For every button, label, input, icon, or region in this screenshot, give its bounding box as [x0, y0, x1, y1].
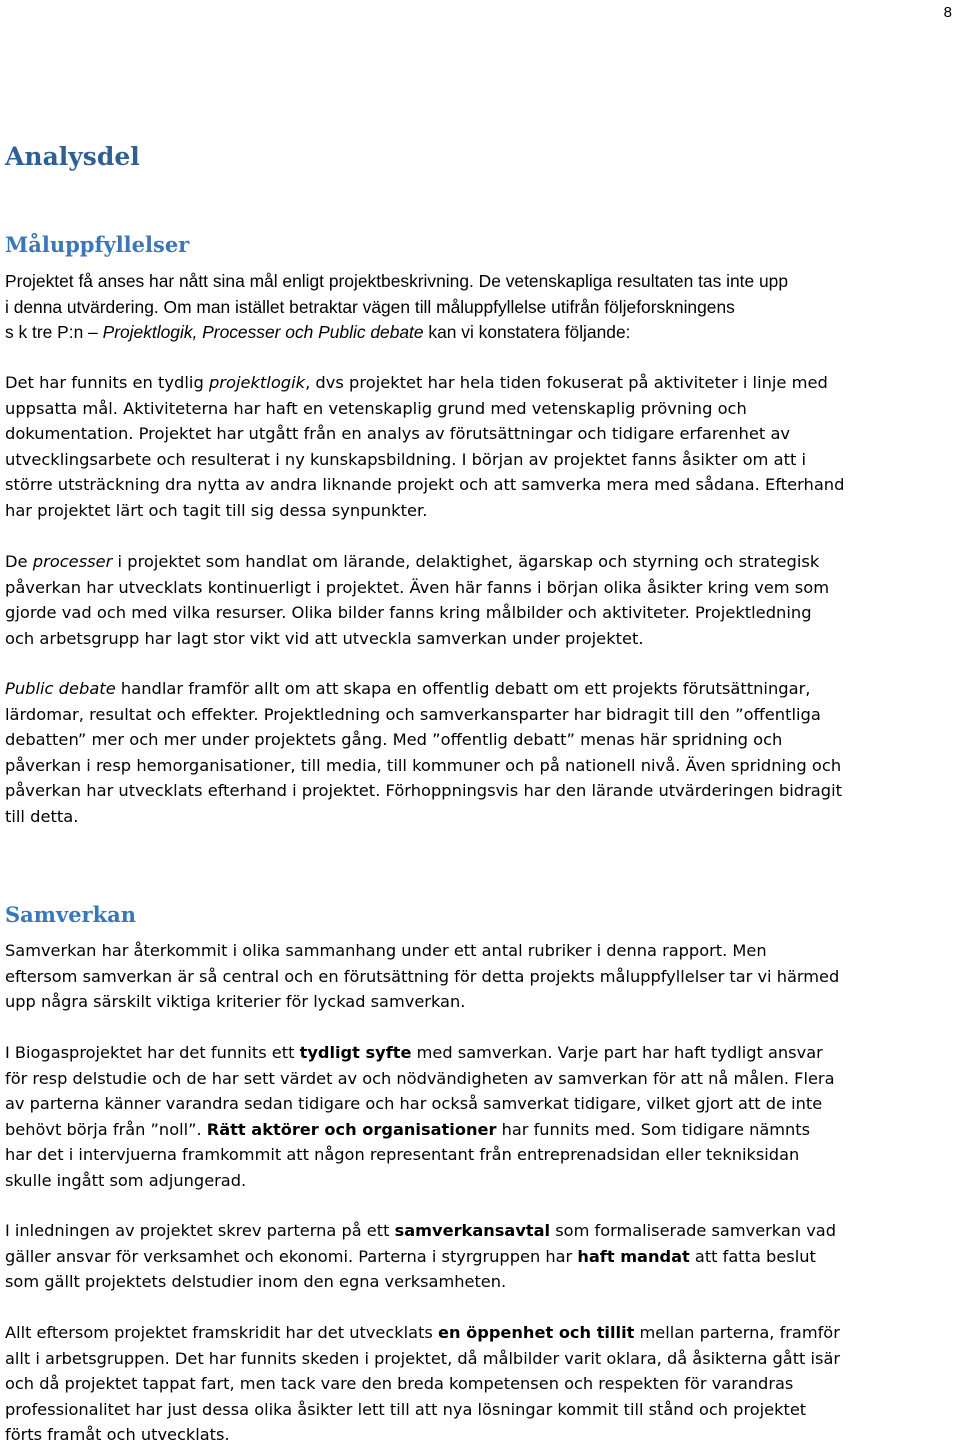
- heading-maluppfyllelser: Måluppfyllelser: [5, 232, 190, 257]
- bold-term: en öppenhet och tillit: [438, 1323, 635, 1342]
- text-line: förts framåt och utvecklats.: [5, 1425, 230, 1444]
- paragraph-samverkan-intro: [5, 938, 955, 1015]
- text-line: dokumentation. Projektet har utgått från en analys av förutsättningar och tidigare erfarenhet av: [5, 424, 791, 443]
- text-line: i denna utvärdering. Om man istället betraktar vägen till måluppfyllelse utifrån följeforskningens: [5, 296, 735, 317]
- text-span: kan vi konstatera följande:: [423, 322, 631, 342]
- text-line: Samverkan har återkommit i olika sammanhang under ett antal rubriker i denna rapport. Men: [5, 941, 767, 960]
- text-line: [5, 1320, 955, 1346]
- page-number: 8: [943, 4, 952, 21]
- text-span: s k tre P:n –: [5, 322, 103, 342]
- text-line: [5, 549, 955, 575]
- bold-term: haft mandat: [577, 1246, 690, 1266]
- text-span: har funnits med. Som tidigare nämnts: [496, 1119, 811, 1139]
- text-line: [5, 1244, 955, 1270]
- paragraph-processer: [5, 549, 955, 651]
- text-line: utvecklingsarbete och resulterat i ny kunskapsbildning. I början av projektet fanns åsikter om att i: [5, 449, 807, 469]
- italic-term: processer: [32, 552, 113, 571]
- paragraph-oppenhet: [5, 1320, 955, 1448]
- text-line: [5, 370, 955, 396]
- text-line: lärdomar, resultat och effekter. Projektledning och samverkansparter har bidragit till den ”offentliga: [5, 704, 821, 724]
- text-line: har det i intervjuerna framkommit att någon representant från entreprenadsidan eller tekniksidan: [5, 1145, 800, 1164]
- text-span: mellan parterna, framför: [634, 1323, 840, 1342]
- text-line: debatten” mer och mer under projektets gång. Med ”offentlig debatt” menas här spridning och: [5, 730, 783, 749]
- text-span: Det har funnits en tydlig: [5, 373, 209, 392]
- text-line: gjorde vad och med vilka resurser. Olika bilder fanns kring målbilder och aktiviteter. Projektledning: [5, 603, 812, 622]
- text-span: , dvs projektet har hela tiden fokuserat på aktiviteter i linje med: [305, 373, 828, 392]
- text-line: och då projektet tappat fart, men tack vare den breda kompetensen och respekten för varandras: [5, 1374, 794, 1393]
- text-span: handlar framför allt om att skapa en offentlig debatt om ett projekts förutsättningar,: [115, 679, 811, 698]
- text-span: med samverkan. Varje part har haft tydligt ansvar: [411, 1043, 823, 1062]
- text-line: påverkan har utvecklats efterhand i projektet. Förhoppningsvis har den lärande utvärderingen bidragit: [5, 781, 843, 800]
- text-line: till detta.: [5, 806, 79, 826]
- paragraph-intro: [5, 269, 955, 346]
- text-line: eftersom samverkan är så central och en förutsättning för detta projekts måluppfyllelser tar vi härmed: [5, 966, 840, 986]
- paragraph-biogasprojektet: [5, 1040, 955, 1193]
- text-line: [5, 1218, 955, 1244]
- text-line: större utsträckning dra nytta av andra liknande projekt och att samverka mera med sådana. Efterhand: [5, 475, 845, 494]
- text-span: att fatta beslut: [689, 1246, 816, 1266]
- text-line: allt i arbetsgruppen. Det har funnits skeden i projektet, då målbilder varit oklara, då åsikterna gått isär: [5, 1348, 841, 1368]
- italic-term: Public debate: [5, 679, 116, 698]
- text-line: Projektet få anses har nått sina mål enligt projektbeskrivning. De vetenskapliga resultaten tas inte upp: [5, 271, 789, 291]
- text-line: och arbetsgrupp har lagt stor vikt vid att utveckla samverkan under projektet.: [5, 628, 644, 648]
- bold-term: tydligt syfte: [299, 1043, 412, 1062]
- text-span: I Biogasprojektet har det funnits ett: [5, 1043, 300, 1062]
- text-line: påverkan har utvecklats kontinuerligt i projektet. Även här fanns i början olika åsikter kring vem som: [5, 577, 830, 597]
- text-line: [5, 676, 955, 702]
- section-title: Analysdel: [5, 142, 140, 171]
- text-line: [5, 320, 955, 346]
- text-line: uppsatta mål. Aktiviteterna har haft en vetenskaplig grund med vetenskaplig prövning och: [5, 398, 747, 418]
- text-line: skulle ingått som adjungerad.: [5, 1170, 247, 1190]
- bold-term: Rätt aktörer och organisationer: [206, 1119, 497, 1139]
- text-span: som formaliserade samverkan vad: [550, 1221, 836, 1240]
- heading-samverkan: Samverkan: [5, 902, 137, 927]
- text-line: professionalitet har just dessa olika åsikter lett till att nya lösningar kommit till stånd och projektet: [5, 1399, 807, 1419]
- text-line: [5, 1117, 955, 1143]
- text-span: Allt eftersom projektet framskridit har det utvecklats: [5, 1323, 438, 1342]
- text-line: som gällt projektets delstudier inom den egna verksamheten.: [5, 1272, 507, 1291]
- text-span: behövt börja från ”noll”.: [5, 1119, 207, 1139]
- text-line: har projektet lärt och tagit till sig dessa synpunkter.: [5, 500, 428, 520]
- paragraph-projektlogik: [5, 370, 955, 523]
- text-span: I inledningen av projektet skrev parterna på ett: [5, 1221, 395, 1240]
- paragraph-public-debate: [5, 676, 955, 829]
- text-span: De: [5, 552, 33, 571]
- text-line: [5, 1040, 955, 1066]
- text-line: påverkan i resp hemorganisationer, till media, till kommuner och på nationell nivå. Även spridning och: [5, 755, 842, 775]
- italic-term: Projektlogik, Processer och Public debate: [102, 322, 424, 342]
- text-line: av parterna känner varandra sedan tidigare och har också samverkat tidigare, vilket gjort att de inte: [5, 1094, 823, 1113]
- paragraph-samverkansavtal: [5, 1218, 955, 1295]
- text-span: gäller ansvar för verksamhet och ekonomi. Parterna i styrgruppen har: [5, 1246, 578, 1266]
- bold-term: samverkansavtal: [394, 1221, 551, 1240]
- text-span: i projektet som handlat om lärande, delaktighet, ägarskap och styrning och strategisk: [112, 552, 820, 571]
- text-line: för resp delstudie och de har sett värdet av och nödvändigheten av samverkan för att nå målen. Flera: [5, 1068, 835, 1088]
- text-line: upp några särskilt viktiga kriterier för lyckad samverkan.: [5, 992, 466, 1011]
- italic-term: projektlogik: [208, 373, 306, 392]
